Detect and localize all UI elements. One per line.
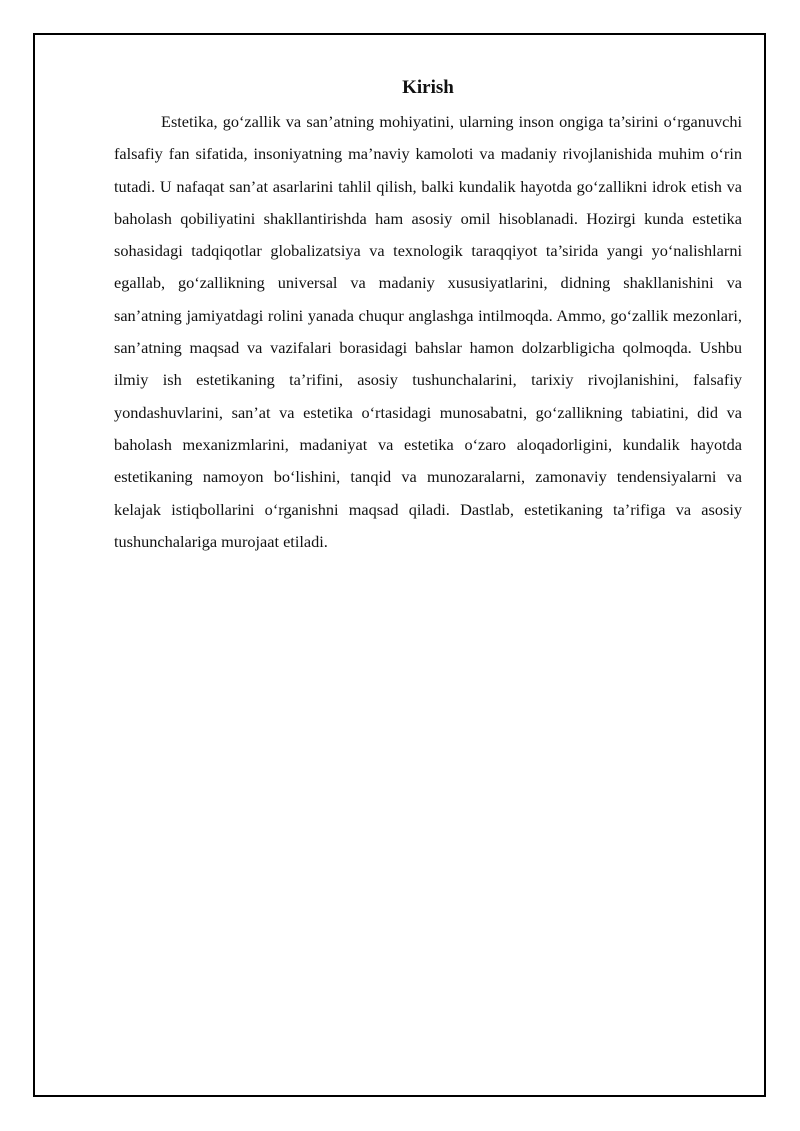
document-content	[114, 74, 742, 558]
page-title: Kirish	[402, 77, 454, 98]
body-paragraph: Estetika, go‘zallik va san’atning mohiyatini, ularning inson ongiga ta’sirini o‘rganuvchi falsafiy fan sifatida, insoniyatning ma’naviy kamoloti va madaniy rivojlanishida muhim o‘rin tutadi. U nafaqat san’at asarlarini tahlil qilish, balki kundalik hayotda go‘zallikni idrok etish va baholash qobiliyatini shakllantirishda ham asosiy omil hisoblanadi. Hozirgi kunda estetika sohasidagi tadqiqotlar globalizatsiya va texnologik taraqqiyot ta’sirida yangi yo‘nalishlarni egallab, go‘zallikning universal va madaniy xususiyatlarini, didning shakllanishini va san’atning jamiyatdagi rolini yanada chuqur anglashga intilmoqda. Ammo, go‘zallik mezonlari, san’atning maqsad va vazifalari borasidagi bahslar hamon dolzarbligicha qolmoqda. Ushbu ilmiy ish estetikaning ta’rifini, asosiy tushunchalarini, tarixiy rivojlanishini, falsafiy yondashuvlarini, san’at va estetika o‘rtasidagi munosabatni, go‘zallikning tabiatini, did va baholash mexanizmlarini, madaniyat va estetika o‘zaro aloqadorligini, kundalik hayotda estetikaning namoyon bo‘lishini, tanqid va munozaralarni, zamonaviy tendensiyalarni va kelajak istiqbollarini o‘rganishni maqsad qiladi. Dastlab, estetikaning ta’rifiga va asosiy tushunchalariga murojaat etiladi.	[114, 112, 742, 551]
